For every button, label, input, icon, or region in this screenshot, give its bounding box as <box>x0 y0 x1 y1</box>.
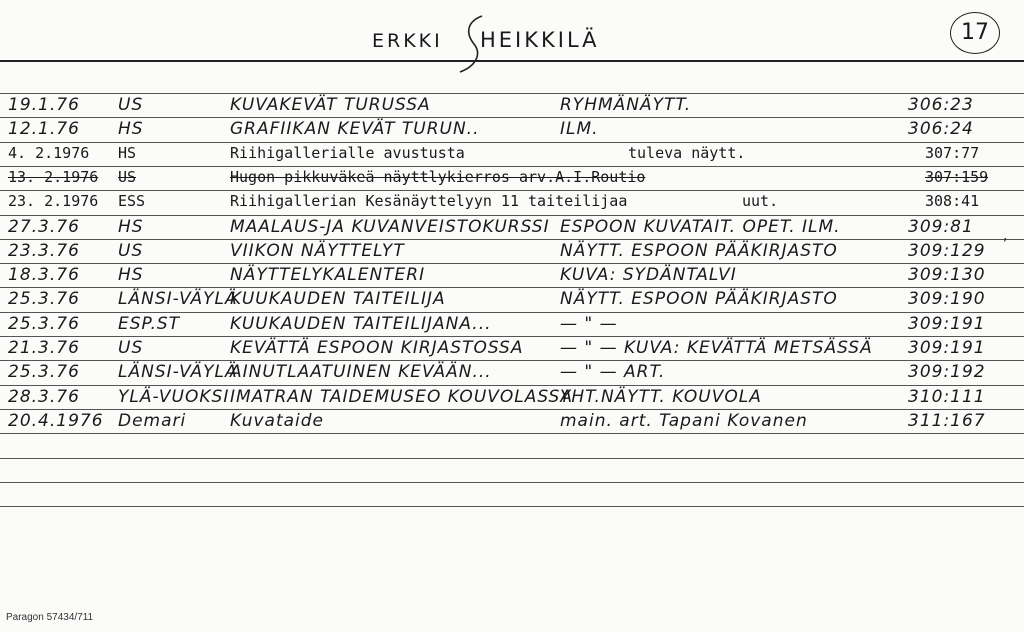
blank-rule <box>0 458 1024 459</box>
entry-source: ESP.ST <box>118 313 181 334</box>
row-rule <box>0 93 1024 94</box>
entry-note: ILM. <box>560 119 599 140</box>
entry-row <box>0 314 1024 340</box>
entry-reference: 308:41 <box>925 192 980 211</box>
entry-row <box>0 217 1024 243</box>
entry-note: tuleva näytt. <box>628 143 746 162</box>
entry-reference: 307:159 <box>925 167 989 186</box>
header-rule <box>0 60 1024 62</box>
entry-title: KUUKAUDEN TAITEILIJA <box>230 289 446 310</box>
entry-reference: 306:24 <box>908 119 974 140</box>
entry-note: NÄYTT. ESPOON PÄÄKIRJASTO <box>560 289 838 310</box>
entry-date: 23.3.76 <box>8 240 80 261</box>
entry-note: main. art. Tapani Kovanen <box>560 410 808 431</box>
entry-source: US <box>118 240 144 261</box>
entry-source: YLÄ-VUOKSI <box>118 386 230 407</box>
entry-date: 25.3.76 <box>8 362 80 383</box>
entry-reference: 309:130 <box>908 265 986 286</box>
margin-tick: , <box>1003 228 1008 244</box>
entry-note: NÄYTT. ESPOON PÄÄKIRJASTO <box>560 240 838 261</box>
entry-date: 25.3.76 <box>8 313 80 334</box>
blank-rule <box>0 482 1024 483</box>
entry-title: NÄYTTELYKALENTERI <box>230 265 426 286</box>
entry-reference: 310:111 <box>908 386 986 407</box>
entry-row <box>0 241 1024 267</box>
entry-reference: 309:190 <box>908 289 986 310</box>
entry-title: MAALAUS-JA KUVANVEISTOKURSSI <box>230 216 550 237</box>
entry-row <box>0 387 1024 413</box>
entry-note: YHT.NÄYTT. KOUVOLA <box>560 386 762 407</box>
entry-date: 28.3.76 <box>8 386 80 407</box>
entry-note: RYHMÄNÄYTT. <box>560 95 692 115</box>
entry-reference: 307:77 <box>925 143 980 162</box>
entry-title: Riihigallerialle avustusta <box>230 143 465 162</box>
entry-date: 20.4.1976 <box>8 410 104 431</box>
entry-row <box>0 362 1024 388</box>
entry-reference: 306:23 <box>908 95 974 115</box>
entry-source: US <box>118 167 137 186</box>
entry-date: 4. 2.1976 <box>8 143 90 162</box>
entry-source: HS <box>118 143 137 162</box>
entry-date: 19.1.76 <box>8 95 80 115</box>
entry-reference: 309:191 <box>908 338 986 358</box>
entry-title: KUUKAUDEN TAITEILIJANA... <box>230 313 492 334</box>
entry-row <box>0 168 1024 194</box>
entry-reference: 309:192 <box>908 362 986 383</box>
entry-source: ESS <box>118 192 146 211</box>
entry-note: — " — ART. <box>560 362 666 383</box>
entry-source: US <box>118 338 144 358</box>
card-number: 17 <box>950 12 1000 54</box>
entry-date: 12.1.76 <box>8 119 80 140</box>
entry-row <box>0 265 1024 291</box>
entry-source: Demari <box>118 410 187 431</box>
entry-reference: 311:167 <box>908 410 986 431</box>
entry-note: — " — KUVA: KEVÄTTÄ METSÄSSÄ <box>560 338 873 358</box>
entry-title: IMATRAN TAIDEMUSEO KOUVOLASSA <box>230 386 573 407</box>
entry-row <box>0 144 1024 170</box>
entry-reference: 309:191 <box>908 313 986 334</box>
entry-source: LÄNSI-VÄYLÄ <box>118 362 238 383</box>
entry-title: GRAFIIKAN KEVÄT TURUN.. <box>230 119 480 140</box>
card-footer: Paragon 57434/711 <box>6 612 94 623</box>
entry-row <box>0 95 1024 121</box>
entry-date: 23. 2.1976 <box>8 192 99 211</box>
entry-row <box>0 338 1024 364</box>
entry-reference: 309:81 <box>908 216 974 237</box>
entry-note: KUVA: SYDÄNTALVI <box>560 265 737 286</box>
entry-date: 27.3.76 <box>8 216 80 237</box>
entry-reference: 309:129 <box>908 240 986 261</box>
entry-date: 18.3.76 <box>8 265 80 286</box>
entry-title: AINUTLAATUINEN KEVÄÄN... <box>230 362 492 383</box>
entry-row <box>0 411 1024 437</box>
entry-date: 21.3.76 <box>8 338 80 358</box>
artist-first-name: ERKKI <box>372 30 443 52</box>
entry-title: Riihigallerian Kesänäyttelyyn 11 taiteilijaa <box>230 192 628 211</box>
entry-title: KUVAKEVÄT TURUSSA <box>230 95 431 115</box>
entry-source: LÄNSI-VÄYLÄ <box>118 289 238 310</box>
entry-date: 13. 2.1976 <box>8 167 99 186</box>
entry-row <box>0 289 1024 315</box>
entry-note: uut. <box>742 192 779 211</box>
entry-source: US <box>118 95 144 115</box>
blank-rule <box>0 506 1024 507</box>
entry-note: ESPOON KUVATAIT. OPET. ILM. <box>560 216 841 237</box>
entry-source: HS <box>118 216 144 237</box>
entry-title: Kuvataide <box>230 410 324 431</box>
artist-last-name: HEIKKILÄ <box>480 28 600 52</box>
entry-source: HS <box>118 119 144 140</box>
entry-date: 25.3.76 <box>8 289 80 310</box>
entry-row <box>0 192 1024 218</box>
card-header <box>0 0 1024 60</box>
entry-row <box>0 119 1024 145</box>
entry-title: KEVÄTTÄ ESPOON KIRJASTOSSA <box>230 338 524 358</box>
entry-source: HS <box>118 265 144 286</box>
entry-title: VIIKON NÄYTTELYT <box>230 240 405 261</box>
entry-title: Hugon pikkuväkeä näyttlykierros arv.A.I.Routio <box>230 167 646 186</box>
entry-note: — " — <box>560 313 618 334</box>
